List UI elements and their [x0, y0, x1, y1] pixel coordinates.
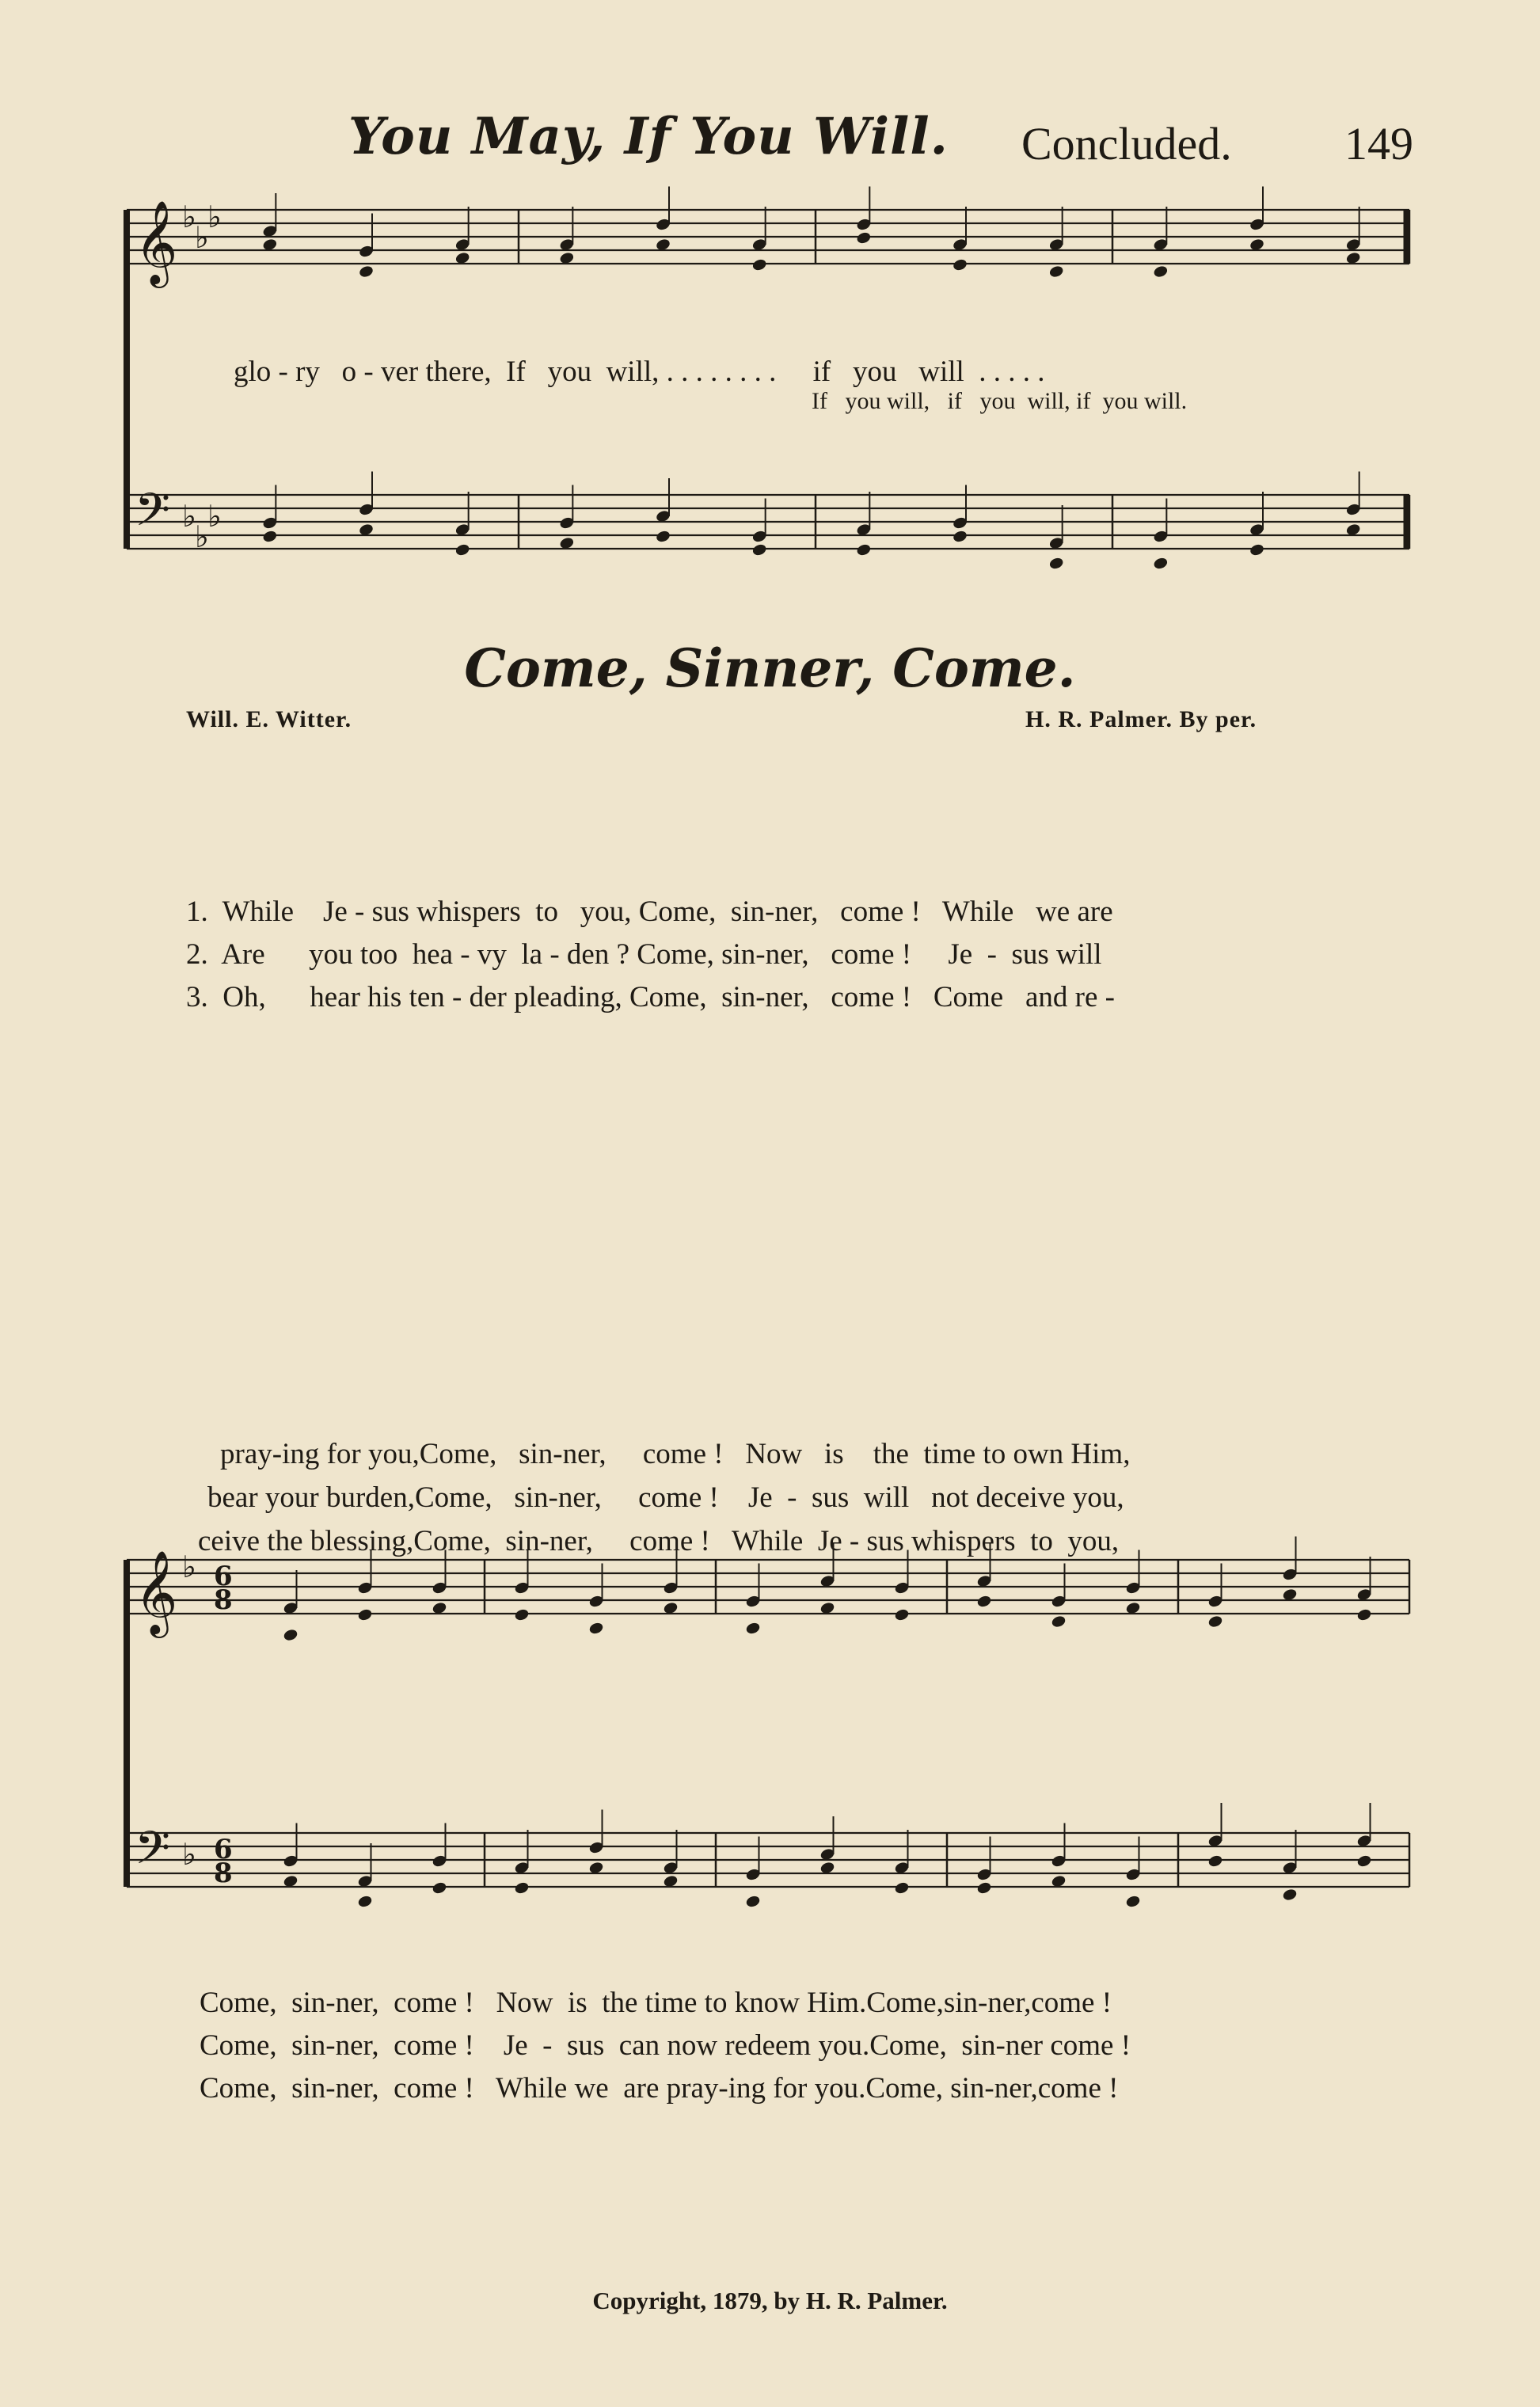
note-head [856, 231, 872, 245]
song-title: Come, Sinner, Come. [464, 637, 1076, 699]
verse-1-line-3: Come, sin-ner, come ! Now is the time to know Him.Come,sin-ner,come ! [200, 1987, 1112, 2019]
flat-sign: ♭ [195, 220, 209, 255]
concluded-music-system [119, 0, 1417, 618]
note-head [1048, 264, 1064, 279]
verse-2-line-3: Come, sin-ner, come ! Je - sus can now redeem you.Come, sin-ner come ! [200, 2029, 1131, 2062]
note-head [856, 543, 872, 557]
verse-2-line-1: 2. Are you too hea - vy la - den ? Come, sin-ner, come ! Je - sus will [186, 938, 1102, 971]
verse-3-line-1: 3. Oh, hear his ten - der pleading, Come, sin-ner, come ! Come and re - [186, 981, 1115, 1013]
page-number: 149 [1344, 118, 1413, 169]
flat-sign: ♭ [182, 499, 196, 534]
treble-clef: 𝄞 [135, 1550, 178, 1634]
concluded-label: Concluded. [1021, 118, 1232, 169]
copyright-notice: Copyright, 1879, by H. R. Palmer. [592, 2287, 948, 2314]
verse-1-line-2: pray-ing for you,Come, sin-ner, come ! Now is the time to own Him, [220, 1438, 1131, 1470]
bass-staff [127, 495, 1409, 549]
flat-sign: ♭ [207, 200, 222, 234]
treble-clef: 𝄞 [135, 200, 178, 284]
composer-credit: H. R. Palmer. By per. [1025, 706, 1257, 732]
note-head [952, 530, 968, 544]
note-head [454, 543, 470, 557]
concluded-staff-graphics [119, 0, 1417, 618]
verse-3-line-2: ceive the blessing,Come, sin-ner, come ! While Je - sus whispers to you, [198, 1525, 1120, 1557]
bass-clef: 𝄢 [135, 483, 171, 548]
time-signature-bottom: 8 [214, 1584, 233, 1616]
treble-staff [127, 210, 1409, 264]
bass-clef: 𝄢 [135, 1821, 171, 1886]
verse-3-line-3: Come, sin-ner, come ! While we are pray-ing for you.Come, sin-ner,come ! [200, 2072, 1119, 2105]
note-head [262, 530, 278, 544]
concluded-echo-lyrics: If you will, if you will, if you will. [812, 388, 1188, 414]
note-head [358, 264, 374, 279]
note-head [1153, 264, 1169, 279]
note-head [751, 543, 767, 557]
note-head [952, 258, 968, 272]
flat-sign: ♭ [182, 200, 196, 234]
lyricist-credit: Will. E. Witter. [186, 706, 352, 732]
verse-1-line-1: 1. While Je - sus whispers to you, Come, sin-ner, come ! While we are [186, 895, 1113, 928]
note-head [751, 258, 767, 272]
flat-sign: ♭ [182, 1837, 196, 1872]
flat-sign: ♭ [182, 1550, 196, 1584]
flat-sign: ♭ [207, 499, 222, 534]
flat-sign: ♭ [195, 519, 209, 554]
note-head [1153, 557, 1169, 571]
running-title: You May, If You Will. [348, 107, 949, 166]
verse-2-line-2: bear your burden,Come, sin-ner, come ! Je - sus will not deceive you, [207, 1481, 1124, 1514]
concluded-lyrics: glo - ry o - ver there, If you will, . . . . . . . . if you will . . . . . [234, 356, 1045, 388]
note-head [1048, 557, 1064, 571]
time-signature-top: 6 [214, 1561, 233, 1592]
note-head [1249, 543, 1264, 557]
time-signature-bottom: 8 [214, 1858, 233, 1889]
note-head [655, 530, 671, 544]
time-signature-top: 6 [214, 1834, 233, 1865]
